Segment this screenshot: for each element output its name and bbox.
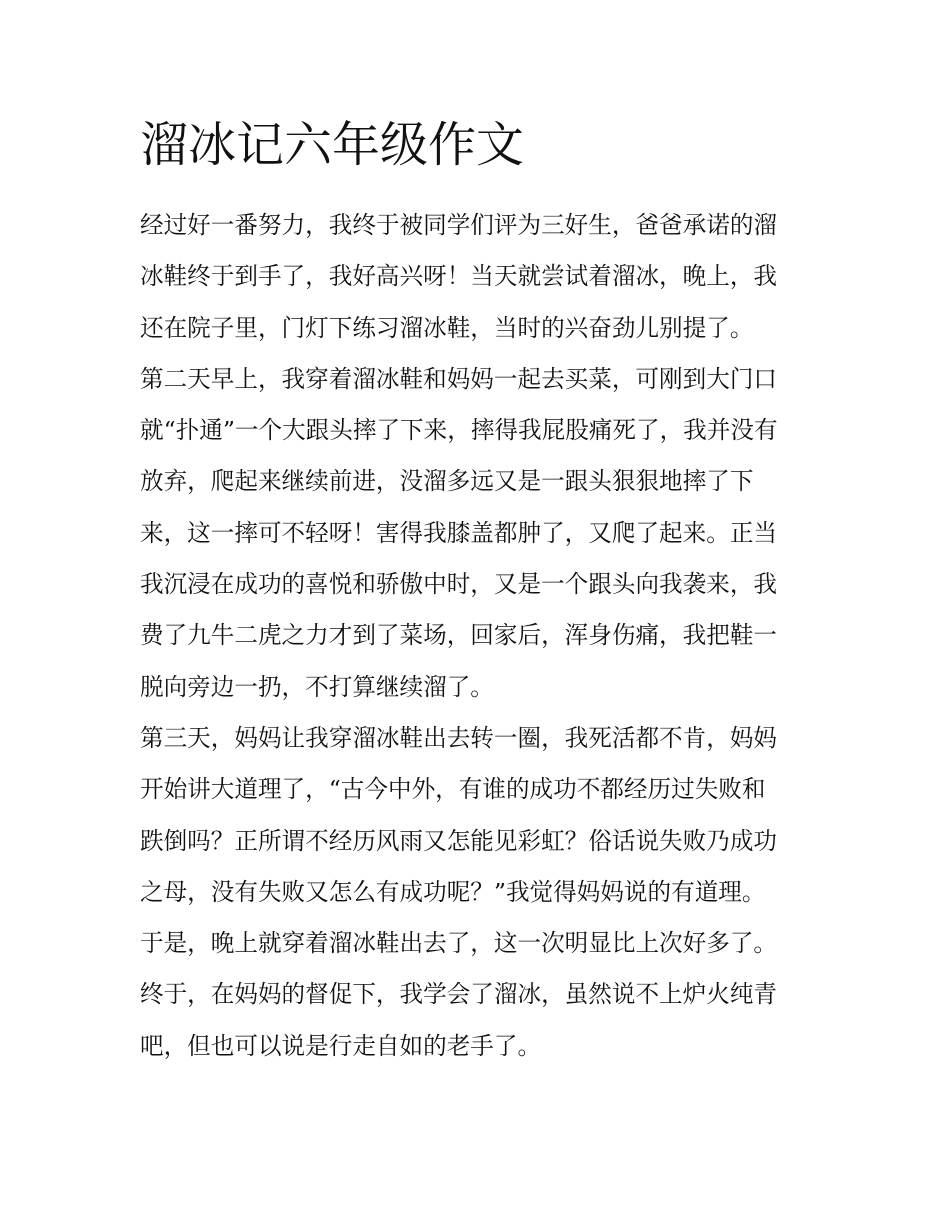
body-line: 经过好一番努力，我终于被同学们评为三好生，爸爸承诺的溜 — [140, 211, 778, 239]
body-line: 于是，晚上就穿着溜冰鞋出去了，这一次明显比上次好多了。 — [140, 929, 778, 958]
body-line: 还在院子里，门灯下练习溜冰鞋，当时的兴奋劲儿别提了。 — [140, 313, 754, 342]
body-line: 就“扑通”一个大跟头摔了下来，摔得我屁股痛死了，我并没有 — [140, 416, 778, 445]
document-title: 溜冰记六年级作文 — [140, 117, 525, 173]
document-page — [140, 112, 812, 1072]
body-line: 吧，但也可以说是行走自如的老手了。 — [140, 1031, 542, 1060]
body-line: 费了九牛二虎之力才到了菜场，回家后，浑身伤痛，我把鞋一 — [140, 621, 778, 650]
body-line: 第二天早上，我穿着溜冰鞋和妈妈一起去买菜，可刚到大门口 — [140, 364, 778, 393]
body-line: 来，这一摔可不轻呀！害得我膝盖都肿了，又爬了起来。正当 — [140, 518, 778, 547]
body-line: 我沉浸在成功的喜悦和骄傲中时，又是一个跟头向我袭来，我 — [140, 570, 778, 599]
body-line: 放弃，爬起来继续前进，没溜多远又是一跟头狠狠地摔了下 — [140, 467, 754, 496]
body-line: 脱向旁边一扔，不打算继续溜了。 — [140, 672, 494, 701]
body-line: 冰鞋终于到手了，我好高兴呀！当天就尝试着溜冰，晚上，我 — [140, 262, 778, 291]
body-line: 开始讲大道理了，“古今中外，有谁的成功不都经历过失败和 — [140, 775, 766, 804]
body-line: 之母，没有失败又怎么有成功呢？”我觉得妈妈说的有道理。 — [140, 877, 766, 906]
body-line: 第三天，妈妈让我穿溜冰鞋出去转一圈，我死活都不肯，妈妈 — [140, 723, 778, 752]
body-line: 终于，在妈妈的督促下，我学会了溜冰，虽然说不上炉火纯青 — [140, 980, 778, 1009]
body-line: 跌倒吗？正所谓不经历风雨又怎能见彩虹？俗话说失败乃成功 — [140, 826, 778, 855]
document-body — [140, 200, 812, 1072]
